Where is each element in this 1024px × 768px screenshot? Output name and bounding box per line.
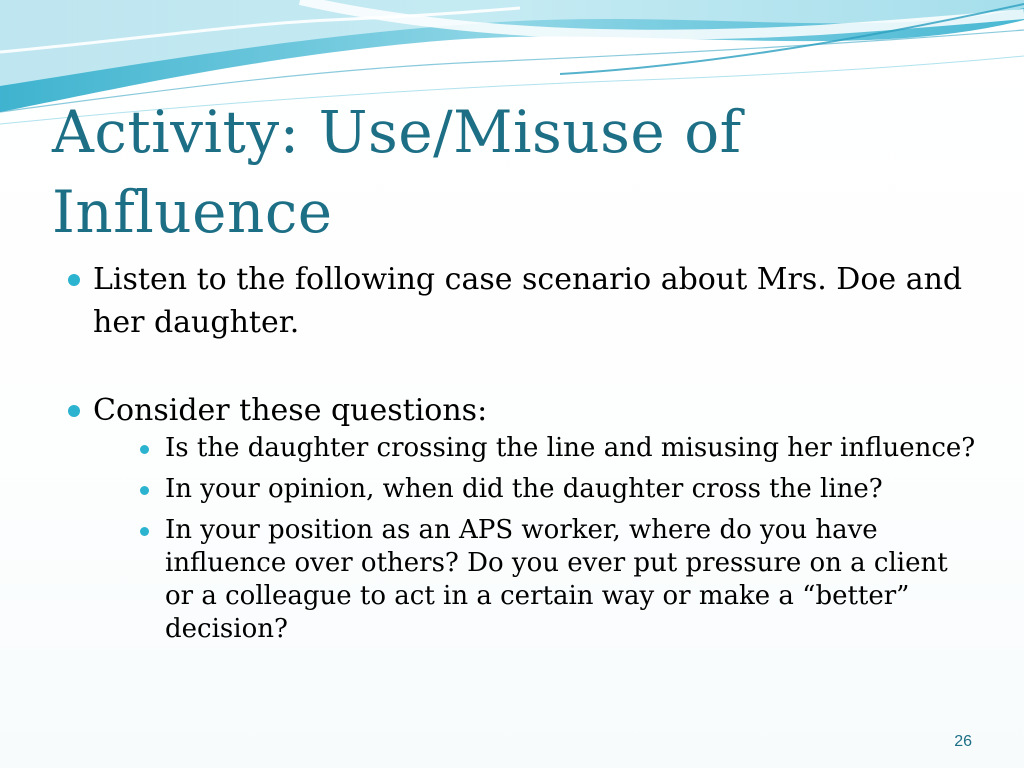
slide-body [62,258,982,646]
sub-bullet-icon [140,445,149,454]
sub-bullet-text: In your position as an APS worker, where do you have influence over others? Do you ever put pressure on a client or a colleague to act in a certain way or make a “better” decision? [165,515,948,644]
bullet-item [62,389,982,646]
sub-bullet-icon [140,527,149,536]
slide-title: Activity: Use/Misuse of Influence [52,98,742,246]
sub-bullet-text: Is the daughter crossing the line and misusing her influence? [165,433,976,463]
sub-bullet-text: In your opinion, when did the daughter cross the line? [165,474,883,504]
bullet-text: Listen to the following case scenario about Mrs. Doe and her daughter. [93,262,963,340]
sub-bullet-item [134,473,982,506]
sub-bullet-icon [140,486,149,495]
bullet-icon [68,405,80,417]
sub-bullet-item [134,514,982,646]
page-number: 26 [954,733,972,750]
bullet-icon [68,274,80,286]
bullet-item [62,258,982,344]
sub-bullet-item [134,432,982,465]
sub-bullet-list [93,432,982,646]
bullet-list [62,258,982,646]
bullet-text: Consider these questions: [93,393,488,428]
